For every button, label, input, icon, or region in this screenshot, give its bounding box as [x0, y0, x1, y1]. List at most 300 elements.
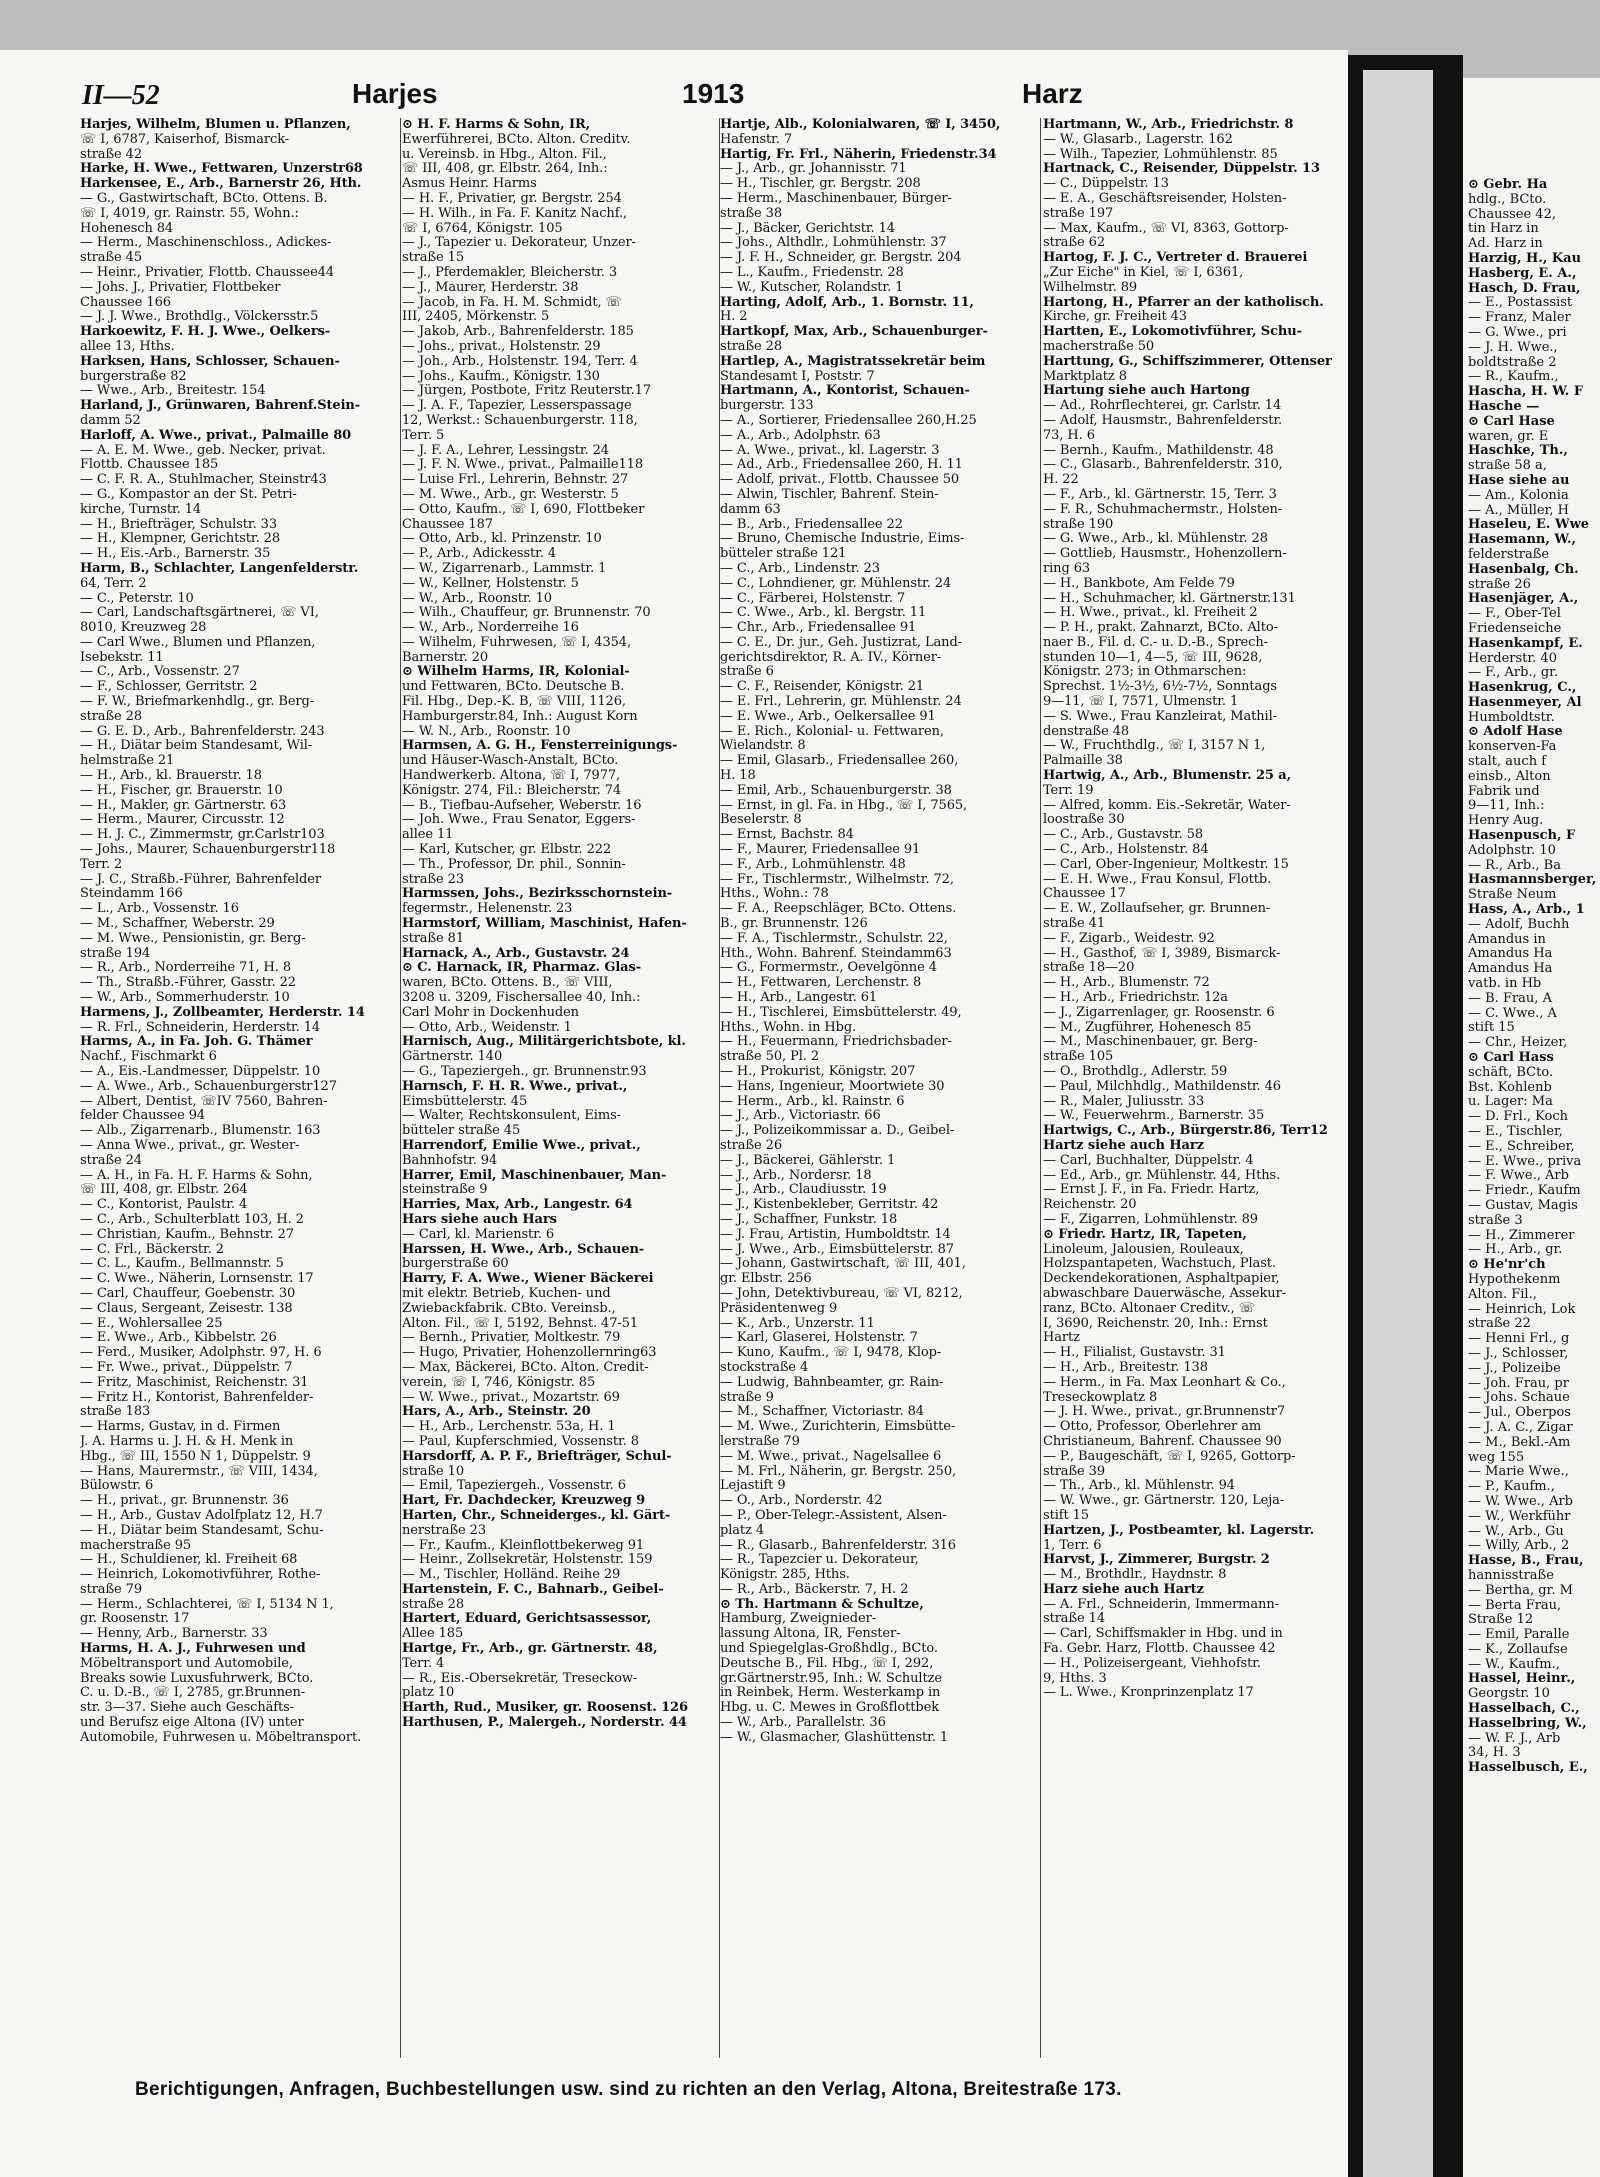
directory-entry-line: — Ernst, Bachstr. 84	[720, 828, 854, 843]
directory-entry-line: Harms, A., in Fa. Joh. G. Thämer	[80, 1035, 313, 1050]
directory-entry-line: — Joh. Frau, pr	[1468, 1376, 1569, 1391]
directory-entry-line: Humboldtstr.	[1468, 710, 1555, 725]
directory-entry-line: Hbg., ☏ III, 1550 N 1, Düppelstr. 9	[80, 1449, 311, 1464]
directory-entry-line: Harmens, J., Zollbeamter, Herderstr. 14	[80, 1005, 365, 1020]
directory-entry-line: — W., Arb., Roonstr. 10	[402, 591, 552, 606]
directory-entry-line: — H. J. C., Zimmermstr, gr.Carlstr103	[80, 828, 325, 843]
directory-entry-line: Hasmannsberger,	[1468, 873, 1597, 888]
directory-entry-line: kirche, Turnstr. 14	[80, 502, 202, 517]
directory-entry-line: Hth., Wohn. Bahrenf. Steindamm63	[720, 946, 952, 961]
directory-entry-line: — Heinr., Zollsekretär, Holstenstr. 159	[402, 1553, 653, 1568]
directory-entry-line: Beselerstr. 8	[720, 813, 802, 828]
directory-entry-line: Hartenstein, F. C., Bahnarb., Geibel-	[402, 1582, 664, 1597]
directory-entry-line: straße 22	[1468, 1317, 1531, 1332]
directory-entry-line: Haseleu, E. Wwe	[1468, 518, 1590, 533]
directory-entry-line: — Kuno, Kaufm., ☏ I, 9478, Klop-	[720, 1346, 942, 1361]
directory-entry-line: „Zur Eiche" in Kiel, ☏ I, 6361,	[1043, 265, 1244, 280]
directory-entry-line: Harloff, A. Wwe., privat., Palmaille 80	[80, 428, 352, 443]
directory-entry-line: ⊙ H. F. Harms & Sohn, IR,	[402, 118, 591, 132]
directory-entry-line: — E., Postassist	[1468, 296, 1573, 311]
directory-entry-line: allee 13, Hths.	[80, 339, 175, 354]
directory-entry-line: — C., Peterstr. 10	[80, 591, 194, 606]
adjacent-page-column	[1468, 178, 1598, 1776]
directory-entry-line: — C. Wwe., Arb., kl. Bergstr. 11	[720, 606, 927, 621]
directory-entry-line: — F., Maurer, Friedensallee 91	[720, 843, 921, 858]
directory-entry-line: — P. H., prakt. Zahnarzt, BCto. Alto-	[1043, 621, 1278, 636]
directory-entry-line: damm 63	[720, 502, 781, 517]
directory-entry-line: — Otto, Kaufm., ☏ I, 690, Flottbeker	[402, 502, 645, 517]
directory-entry-line: — L. Wwe., Kronprinzenplatz 17	[1043, 1686, 1254, 1701]
directory-entry-line: — P., Baugeschäft, ☏ I, 9265, Gottorp-	[1043, 1449, 1296, 1464]
directory-entry-line: Harssen, H. Wwe., Arb., Schauen-	[402, 1242, 645, 1257]
directory-entry-line: — E., Schreiber,	[1468, 1139, 1575, 1154]
directory-entry-line: — K., Zollaufse	[1468, 1642, 1568, 1657]
directory-entry-line: straße 24	[80, 1153, 143, 1168]
directory-entry-line: Harten, Chr., Schneiderges., kl. Gärt-	[402, 1508, 671, 1523]
directory-entry-line: straße 26	[720, 1138, 783, 1153]
directory-entry-line: stockstraße 4	[720, 1360, 809, 1375]
directory-entry-line: — M. Wwe., privat., Nagelsallee 6	[720, 1449, 942, 1464]
directory-entry-line: — Johs., Maurer, Schauenburgerstr118	[80, 843, 336, 858]
directory-entry-line: Hasenjäger, A.,	[1468, 592, 1579, 607]
directory-entry-line: — M. Frl., Näherin, gr. Bergstr. 250,	[720, 1464, 957, 1479]
publisher-footer: Berichtigungen, Anfragen, Buchbestellungen usw. sind zu richten an den Verlag, Altona, Breitestraße 173.	[135, 2079, 1122, 2100]
directory-entry-line: — C. F. R. A., Stuhlmacher, Steinstr43	[80, 473, 327, 488]
directory-entry-line: — R., Maler, Juliusstr. 33	[1043, 1094, 1205, 1109]
directory-entry-line: Hascha, H. W. F	[1468, 385, 1584, 400]
directory-entry-line: Harnsch, F. H. R. Wwe., privat.,	[402, 1079, 628, 1094]
directory-entry-line: Lejastift 9	[720, 1479, 786, 1494]
directory-entry-line: — Albert, Dentist, ☏IV 7560, Bahren-	[80, 1094, 328, 1109]
directory-entry-line: — Otto, Arb., kl. Prinzenstr. 10	[402, 532, 602, 547]
directory-entry-line: — W. N., Arb., Roonstr. 10	[402, 724, 571, 739]
directory-entry-line: Georgstr. 10	[1468, 1687, 1550, 1702]
directory-entry-line: — J., Schaffner, Funkstr. 18	[720, 1212, 898, 1227]
directory-entry-line: und Spiegelglas-Großhdlg., BCto.	[720, 1642, 938, 1657]
directory-entry-line: — Hans, Maurermstr., ☏ VIII, 1434,	[80, 1464, 318, 1479]
directory-entry-line: Präsidentenweg 9	[720, 1301, 838, 1316]
directory-entry-line: straße 39	[1043, 1464, 1106, 1479]
directory-entry-line: straße 79	[80, 1582, 143, 1597]
directory-entry-line: ☏ I, 4019, gr. Rainstr. 55, Wohn.:	[80, 206, 299, 221]
directory-entry-line: Marktplatz 8	[1043, 369, 1127, 384]
directory-entry-line: — C. L., Kaufm., Bellmannstr. 5	[80, 1257, 284, 1272]
directory-entry-line: Hartlep, A., Magistratssekretär beim	[720, 354, 986, 369]
directory-entry-line: — F., Arb., kl. Gärtnerstr. 15, Terr. 3	[1043, 487, 1277, 502]
directory-entry-line: straße 197	[1043, 206, 1114, 221]
directory-entry-line: — C. Frl., Bäckerstr. 2	[80, 1242, 224, 1257]
directory-entry-line: — Max, Kaufm., ☏ VI, 8363, Gottorp-	[1043, 221, 1289, 236]
directory-entry-line: Hbg. u. C. Mewes in Großflottbek	[720, 1701, 939, 1716]
directory-entry-line: — H., Tischlerei, Eimsbüttelerstr. 49,	[720, 1005, 962, 1020]
directory-entry-line: — Ad., Arb., Friedensallee 260, H. 11	[720, 458, 963, 473]
directory-entry-line: — F., Zigarren, Lohmühlenstr. 89	[1043, 1212, 1258, 1227]
directory-entry-line: Palmaille 38	[1043, 754, 1123, 769]
directory-entry-line: ranz, BCto. Altonaer Creditv., ☏	[1043, 1301, 1255, 1316]
directory-entry-line: — H., Fischer, gr. Brauerstr. 10	[80, 783, 283, 798]
directory-entry-line: — Carl, Chauffeur, Goebenstr. 30	[80, 1286, 296, 1301]
directory-entry-line: — P., Kaufm.,	[1468, 1480, 1555, 1495]
directory-entry-line: — J., Polizeikommissar a. D., Geibel-	[720, 1124, 955, 1139]
directory-entry-line: Holzspantapeten, Wachstuch, Plast.	[1043, 1257, 1276, 1272]
directory-entry-line: Hohenesch 84	[80, 221, 174, 236]
directory-entry-line: — J. Wwe., Arb., Eimsbüttelerstr. 87	[720, 1242, 954, 1257]
directory-entry-line: straße 183	[80, 1405, 151, 1420]
directory-entry-line: hdlg., BCto.	[1468, 192, 1547, 207]
directory-entry-line: straße 190	[1043, 517, 1114, 532]
directory-entry-line: Harke, H. Wwe., Fettwaren, Unzerstr68	[80, 162, 363, 177]
directory-entry-line: — E., Wohlersallee 25	[80, 1316, 223, 1331]
directory-entry-line: — Henni Frl., g	[1468, 1332, 1570, 1347]
directory-entry-line: Königstr. 285, Hths.	[720, 1568, 850, 1583]
directory-entry-line: — H., Arb., Friedrichstr. 12a	[1043, 991, 1228, 1006]
directory-entry-line: Hartwigs, C., Arb., Bürgerstr.86, Terr12	[1043, 1124, 1328, 1139]
directory-entry-line: — K., Arb., Unzerstr. 11	[720, 1316, 875, 1331]
directory-entry-line: Herderstr. 40	[1468, 651, 1557, 666]
directory-entry-line: straße 38	[720, 206, 783, 221]
directory-entry-line: Harrer, Emil, Maschinenbauer, Man-	[402, 1168, 667, 1183]
directory-entry-line: Harthusen, P., Malergeh., Norderstr. 44	[402, 1716, 687, 1731]
directory-entry-line: — R., Kaufm.,	[1468, 370, 1559, 385]
directory-entry-line: — H., Filialist, Gustavstr. 31	[1043, 1346, 1226, 1361]
directory-entry-line: ⊙ Gebr. Ha	[1468, 178, 1548, 192]
directory-entry-line: Friedenseiche	[1468, 621, 1562, 636]
directory-entry-line: lerstraße 79	[720, 1434, 800, 1449]
directory-entry-line: — J., Polizeibe	[1468, 1361, 1561, 1376]
directory-entry-line: Hars, A., Arb., Steinstr. 20	[402, 1405, 591, 1420]
directory-entry-line: — C., Düppelstr. 13	[1043, 177, 1169, 192]
directory-entry-line: straße 28	[80, 709, 143, 724]
directory-entry-line: H. 18	[720, 769, 756, 784]
directory-entry-line: — R., Arb., Bäckerstr. 7, H. 2	[720, 1582, 909, 1597]
directory-entry-line: — W., Arb., Parallelstr. 36	[720, 1716, 886, 1731]
directory-entry-line: — Ernst, in gl. Fa. in Hbg., ☏ I, 7565,	[720, 798, 968, 813]
directory-entry-line: und Häuser-Wasch-Anstalt, BCto.	[402, 754, 619, 769]
directory-entry-line: — W., Glasarb., Lagerstr. 162	[1043, 132, 1233, 147]
directory-entry-line: felderstraße	[1468, 547, 1550, 562]
directory-entry-line: — J., Zigarrenlager, gr. Roosenstr. 6	[1043, 1005, 1275, 1020]
directory-entry-line: straße 23	[402, 872, 465, 887]
directory-entry-line: konserven-Fa	[1468, 740, 1557, 755]
directory-entry-line: — Th., Professor, Dr. phil., Sonnin-	[402, 857, 626, 872]
directory-entry-line: Chaussee 17	[1043, 887, 1126, 902]
directory-entry-line: Hartzen, J., Postbeamter, kl. Lagerstr.	[1043, 1523, 1315, 1538]
directory-entry-line: — H., Feuermann, Friedrichsbader-	[720, 1035, 952, 1050]
directory-entry-line: Harnack, A., Arb., Gustavstr. 24	[402, 946, 630, 961]
directory-entry-line: — H., privat., gr. Brunnenstr. 36	[80, 1494, 289, 1509]
directory-entry-line: Ad. Harz in	[1468, 237, 1543, 252]
directory-entry-line: — Am., Kolonia	[1468, 488, 1569, 503]
directory-entry-line: — P., Ober-Telegr.-Assistent, Alsen-	[720, 1508, 947, 1523]
directory-entry-line: — Ad., Rohrflechterei, gr. Carlstr. 14	[1043, 399, 1282, 414]
directory-entry-line: — J., Maurer, Herderstr. 38	[402, 280, 579, 295]
directory-entry-line: — H. Wwe., privat., kl. Freiheit 2	[1043, 606, 1258, 621]
directory-entry-line: — J. F. H., Schneider, gr. Bergstr. 204	[720, 251, 962, 266]
directory-entry-line: — J. A. C., Zigar	[1468, 1420, 1573, 1435]
directory-entry-line: nerstraße 23	[402, 1523, 486, 1538]
directory-entry-line: — H., Arb., gr.	[1468, 1243, 1563, 1258]
directory-entry-line: ⊙ Carl Hase	[1468, 414, 1555, 429]
directory-entry-line: Harm, B., Schlachter, Langenfelderstr.	[80, 561, 359, 576]
directory-entry-line: — Christian, Kaufm., Behnstr. 27	[80, 1227, 294, 1242]
directory-entry-line: Harth, Rud., Musiker, gr. Roosenst. 126	[402, 1701, 688, 1716]
directory-entry-line: — F. W., Briefmarkenhdlg., gr. Berg-	[80, 695, 315, 710]
directory-entry-line: weg 155	[1468, 1450, 1525, 1465]
directory-entry-line: — H., Makler, gr. Gärtnerstr. 63	[80, 798, 287, 813]
directory-entry-line: Christianeum, Bahrenf. Chaussee 90	[1043, 1434, 1282, 1449]
directory-entry-line: — E. Rich., Kolonial- u. Fettwaren,	[720, 724, 944, 739]
directory-entry-line: — W. Wwe., Arb	[1468, 1494, 1573, 1509]
directory-entry-line: — E. W., Zollaufseher, gr. Brunnen-	[1043, 902, 1271, 917]
directory-entry-line: burgerstraße 60	[402, 1257, 509, 1272]
directory-entry-line: — Johs., Kaufm., Königstr. 130	[402, 369, 600, 384]
directory-entry-line: Henry Aug.	[1468, 814, 1544, 829]
directory-entry-line: Alton. Fil., ☏ I, 5192, Behnst. 47-51	[402, 1316, 639, 1331]
directory-entry-line: — L., Kaufm., Friedenstr. 28	[720, 265, 904, 280]
directory-entry-line: Hasenbalg, Ch.	[1468, 562, 1579, 577]
directory-entry-line: — Carl, kl. Marienstr. 6	[402, 1227, 555, 1242]
directory-entry-line: Königstr. 273; in Othmarschen:	[1043, 665, 1247, 680]
directory-entry-line: mit elektr. Betrieb, Kuchen- und	[402, 1286, 611, 1301]
directory-entry-line: — Wilhelm, Fuhrwesen, ☏ I, 4354,	[402, 635, 632, 650]
directory-entry-line: — J., Arb., Claudiusstr. 19	[720, 1183, 887, 1198]
directory-entry-line: — J., Bäckerei, Gählerstr. 1	[720, 1153, 896, 1168]
directory-entry-line: — Emil, Glasarb., Friedensallee 260,	[720, 754, 959, 769]
directory-entry-line: — Wilh., Chauffeur, gr. Brunnenstr. 70	[402, 606, 651, 621]
directory-entry-line: Ewerführerei, BCto. Alton. Creditv.	[402, 132, 631, 147]
directory-entry-line: — J., Bäcker, Gerichtstr. 14	[720, 221, 895, 236]
directory-entry-line: Flottb. Chaussee 185	[80, 458, 219, 473]
directory-entry-line: Hasch, D. Frau,	[1468, 281, 1581, 296]
directory-entry-line: — Otto, Professor, Oberlehrer am	[1043, 1420, 1262, 1435]
directory-entry-line: — J. H. Wwe.,	[1468, 340, 1558, 355]
directory-entry-line: 12, Werkst.: Schauenburgerstr. 118,	[402, 413, 638, 428]
directory-entry-line: — R., Tapezcier u. Dekorateur,	[720, 1553, 919, 1568]
directory-entry-line: — F., Zigarb., Weidestr. 92	[1043, 931, 1215, 946]
directory-entry-line: Haschke, Th.,	[1468, 444, 1568, 459]
directory-entry-line: — Johs., Althdlr., Lohmühlenstr. 37	[720, 236, 947, 251]
directory-entry-line: Hasenkampf, E.	[1468, 636, 1583, 651]
directory-entry-line: — A., Arb., Adolphstr. 63	[720, 428, 881, 443]
directory-entry-line: — Carl, Landschaftsgärtnerei, ☏ VI,	[80, 606, 319, 621]
directory-entry-line: — Jürgen, Postbote, Fritz Reuterstr.17	[402, 384, 651, 399]
directory-entry-line: Hartkopf, Max, Arb., Schauenburger-	[720, 325, 988, 340]
directory-entry-line: — J., Tapezier u. Dekorateur, Unzer-	[402, 236, 636, 251]
directory-column-1	[80, 118, 395, 1746]
directory-entry-line: Harmstorf, William, Maschinist, Hafen-	[402, 917, 687, 932]
directory-entry-line: — H. Wilh., in Fa. F. Kanitz Nachf.,	[402, 206, 628, 221]
directory-entry-line: Hasenkrug, C.,	[1468, 681, 1577, 696]
directory-entry-line: waren, BCto. Ottens. B., ☏ VIII,	[402, 976, 613, 991]
directory-entry-line: Hartz	[1043, 1331, 1080, 1346]
directory-entry-line: Hartten, E., Lokomotivführer, Schu-	[1043, 325, 1302, 340]
directory-entry-line: Amandus Ha	[1468, 947, 1553, 962]
directory-entry-line: allee 11	[402, 828, 454, 843]
directory-entry-line: Hartung siehe auch Hartong	[1043, 384, 1250, 399]
directory-entry-line: Harvst, J., Zimmerer, Burgstr. 2	[1043, 1553, 1270, 1568]
directory-entry-line: Bahnhofstr. 94	[402, 1153, 498, 1168]
directory-entry-line: Hartert, Eduard, Gerichtsassessor,	[402, 1612, 652, 1627]
directory-entry-line: ⊙ Carl Hass	[1468, 1051, 1554, 1066]
header-right-word: Harz	[1022, 78, 1083, 109]
directory-entry-line: Nachf., Fischmarkt 6	[80, 1050, 217, 1065]
page-header	[82, 78, 1342, 118]
directory-entry-line: — Alfred, komm. Eis.-Sekretär, Water-	[1043, 798, 1291, 813]
directory-entry-line: — O., Arb., Norderstr. 42	[720, 1494, 883, 1509]
directory-entry-line: — W. Wwe., gr. Gärtnerstr. 120, Leja-	[1043, 1494, 1285, 1509]
directory-entry-line: — Friedr., Kaufm	[1468, 1184, 1581, 1199]
directory-entry-line: — F., Schlosser, Gerritstr. 2	[80, 680, 258, 695]
directory-entry-line: — Fr. Wwe., privat., Düppelstr. 7	[80, 1360, 293, 1375]
directory-entry-line: hannisstraße	[1468, 1568, 1554, 1583]
directory-entry-line: vatb. in Hb	[1468, 977, 1542, 992]
directory-entry-line: — W., Arb., Gu	[1468, 1524, 1564, 1539]
directory-entry-line: 73, H. 6	[1043, 428, 1095, 443]
directory-entry-line: Terr. 2	[80, 857, 123, 872]
directory-entry-line: — M., Tischler, Holländ. Reihe 29	[402, 1568, 621, 1583]
directory-entry-line: bütteler straße 45	[402, 1124, 521, 1139]
directory-entry-line: — H., Arb., Gustav Adolfplatz 12, H.7	[80, 1508, 323, 1523]
directory-entry-line: Automobile, Fuhrwesen u. Möbeltransport.	[80, 1730, 362, 1745]
directory-entry-line: Kirche, gr. Freiheit 43	[1043, 310, 1187, 325]
directory-entry-line: — H., Fettwaren, Lerchenstr. 8	[720, 976, 922, 991]
directory-entry-line: stift 15	[1468, 1021, 1515, 1036]
directory-entry-line: und Berufsz eige Altona (IV) unter	[80, 1716, 304, 1731]
directory-entry-line: — Bernh., Privatier, Moltkestr. 79	[402, 1331, 621, 1346]
directory-entry-line: — J., Schlosser,	[1468, 1346, 1569, 1361]
directory-entry-line: — J. A. F., Tapezier, Lesserspassage	[402, 399, 632, 414]
directory-entry-line: ☏ III, 408, gr. Elbstr. 264, Inh.:	[402, 162, 608, 177]
directory-entry-line: — E. Frl., Lehrerin, gr. Mühlenstr. 24	[720, 695, 962, 710]
directory-entry-line: Wielandstr. 8	[720, 739, 806, 754]
directory-entry-line: — G., Kompastor an der St. Petri-	[80, 487, 297, 502]
directory-entry-line: — Herm., Schlachterei, ☏ I, 5134 N 1,	[80, 1597, 334, 1612]
directory-entry-line: Handwerkerb. Altona, ☏ I, 7977,	[402, 769, 621, 784]
directory-entry-line: — M. Wwe., Zurichterin, Eimsbütte-	[720, 1420, 956, 1435]
directory-entry-line: — E. H. Wwe., Frau Konsul, Flottb.	[1043, 872, 1272, 887]
directory-entry-line: burgerstraße 82	[80, 369, 187, 384]
directory-entry-line: ⊙ Adolf Hase	[1468, 725, 1563, 740]
directory-entry-line: platz 10	[402, 1686, 455, 1701]
directory-entry-line: schäft, BCto.	[1468, 1065, 1554, 1080]
directory-column-3	[720, 118, 1035, 1746]
directory-entry-line: Gärtnerstr. 140	[402, 1050, 503, 1065]
directory-entry-line: — E. A., Geschäftsreisender, Holsten-	[1043, 191, 1287, 206]
directory-entry-line: abwaschbare Dauerwäsche, Assekur-	[1043, 1286, 1286, 1301]
directory-entry-line: Hafenstr. 7	[720, 132, 793, 147]
directory-entry-line: straße 58 a,	[1468, 459, 1547, 474]
directory-entry-line: Hartje, Alb., Kolonialwaren, ☏ I, 3450,	[720, 118, 1001, 132]
directory-entry-line: waren, gr. E	[1468, 429, 1549, 444]
directory-entry-line: — Jakob, Arb., Bahrenfelderstr. 185	[402, 325, 634, 340]
directory-entry-line: Terr. 4	[402, 1656, 445, 1671]
directory-entry-line: — Paul, Milchhdlg., Mathildenstr. 46	[1043, 1079, 1281, 1094]
directory-entry-line: ring 63	[1043, 561, 1091, 576]
directory-entry-line: Linoleum, Jalousien, Rouleaux,	[1043, 1242, 1244, 1257]
directory-entry-line: — G. Wwe., Arb., kl. Mühlenstr. 28	[1043, 532, 1268, 547]
directory-entry-line: Harland, J., Grünwaren, Bahrenf.Stein-	[80, 399, 361, 414]
directory-entry-line: fegermstr., Helenenstr. 23	[402, 902, 573, 917]
directory-entry-line: — M., Brothdlr., Haydnstr. 8	[1043, 1568, 1227, 1583]
directory-entry-line: — A. Wwe., Arb., Schauenburgerstr127	[80, 1079, 337, 1094]
directory-entry-line: stift 15	[1043, 1508, 1089, 1523]
directory-entry-line: — B., Arb., Friedensallee 22	[720, 517, 903, 532]
directory-entry-line: — A. Wwe., privat., kl. Lagerstr. 3	[720, 443, 940, 458]
directory-entry-line: Hasberg, E. A.,	[1468, 266, 1577, 281]
directory-entry-line: platz 4	[720, 1523, 765, 1538]
directory-entry-line: — Adolf, privat., Flottb. Chaussee 50	[720, 473, 960, 488]
directory-entry-line: — Fritz, Maschinist, Reichenstr. 31	[80, 1375, 309, 1390]
directory-entry-line: ⊙ Th. Hartmann & Schultze,	[720, 1597, 924, 1612]
directory-entry-line: Terr. 5	[402, 428, 445, 443]
directory-entry-line: Fil. Hbg., Dep.-K. B, ☏ VIII, 1126,	[402, 695, 626, 710]
directory-entry-line: — C., Arb., Gustavstr. 58	[1043, 828, 1204, 843]
directory-entry-line: — C., Kontorist, Paulstr. 4	[80, 1198, 248, 1213]
directory-entry-line: — J. H. Wwe., privat., gr.Brunnenstr7	[1043, 1405, 1286, 1420]
directory-entry-line: — H., Diätar beim Standesamt, Wil-	[80, 739, 313, 754]
directory-entry-line: — Berta Frau,	[1468, 1598, 1562, 1613]
directory-entry-line: — Herm., Arb., kl. Rainstr. 6	[720, 1094, 905, 1109]
directory-entry-line: straße 50, Pl. 2	[720, 1050, 820, 1065]
directory-entry-line: — Herm., Maschinenschloss., Adickes-	[80, 236, 332, 251]
directory-entry-line: steinstraße 9	[402, 1183, 488, 1198]
directory-entry-line: — L., Arb., Vossenstr. 16	[80, 902, 239, 917]
directory-entry-line: — Emil, Paralle	[1468, 1628, 1570, 1643]
directory-entry-line: — G. Wwe., pri	[1468, 325, 1567, 340]
directory-entry-line: straße 45	[80, 251, 143, 266]
directory-entry-line: — Jul., Oberpos	[1468, 1406, 1571, 1421]
directory-entry-line: straße 26	[1468, 577, 1531, 592]
directory-entry-line: macherstraße 95	[80, 1538, 192, 1553]
directory-entry-line: — W., Feuerwehrm., Barnerstr. 35	[1043, 1109, 1265, 1124]
directory-entry-line: — H., Gasthof, ☏ I, 3989, Bismarck-	[1043, 946, 1281, 961]
directory-entry-line: straße 194	[80, 946, 151, 961]
directory-entry-line: straße 9	[720, 1390, 774, 1405]
directory-entry-line: — Joh. Wwe., Frau Senator, Eggers-	[402, 813, 636, 828]
directory-entry-line: Harksen, Hans, Schlosser, Schauen-	[80, 354, 340, 369]
directory-entry-line: Hars siehe auch Hars	[402, 1212, 557, 1227]
directory-entry-line: — B. Frau, A	[1468, 991, 1552, 1006]
directory-entry-line: Harttung, G., Schiffszimmerer, Ottenser	[1043, 354, 1332, 369]
directory-entry-line: straße 3	[1468, 1213, 1523, 1228]
directory-entry-line: — Joh., Arb., Holstenstr. 194, Terr. 4	[402, 354, 638, 369]
directory-entry-line: — R., Eis.-Obersekretär, Treseckow-	[402, 1671, 638, 1686]
directory-entry-line: — Herm., Maurer, Circusstr. 12	[80, 813, 285, 828]
directory-entry-line: — Carl, Ober-Ingenieur, Moltkestr. 15	[1043, 857, 1289, 872]
directory-entry-line: Hartwig, A., Arb., Blumenstr. 25 a,	[1043, 769, 1292, 784]
directory-entry-line: — Ernst J. F., in Fa. Friedr. Hartz,	[1043, 1183, 1260, 1198]
directory-entry-line: — O., Brothdlg., Adlerstr. 59	[1043, 1065, 1228, 1079]
directory-entry-line: Allee 185	[402, 1627, 464, 1642]
directory-entry-line: Möbeltransport und Automobile,	[80, 1656, 293, 1671]
directory-entry-line: — W., Arb., Norderreihe 16	[402, 621, 579, 636]
directory-entry-line: Wilhelmstr. 89	[1043, 280, 1138, 295]
directory-entry-line: — H., Schuldiener, kl. Freiheit 68	[80, 1553, 298, 1568]
directory-entry-line: — A. Frl., Schneiderin, Immermann-	[1043, 1597, 1279, 1612]
directory-entry-line: Harkensee, E., Arb., Barnerstr 26, Hth.	[80, 177, 362, 192]
directory-entry-line: — Fritz H., Kontorist, Bahrenfelder-	[80, 1390, 314, 1405]
directory-entry-line: — A. H., in Fa. H. F. Harms & Sohn,	[80, 1168, 313, 1183]
directory-entry-line: macherstraße 50	[1043, 339, 1155, 354]
directory-entry-line: — W., Kaufm.,	[1468, 1657, 1560, 1672]
directory-entry-line: — J. Frau, Artistin, Humboldtstr. 14	[720, 1227, 951, 1242]
directory-entry-line: — Alb., Zigarrenarb., Blumenstr. 163	[80, 1124, 321, 1139]
directory-entry-line: Hartmann, A., Kontorist, Schauen-	[720, 384, 970, 399]
directory-entry-line: Bst. Kohlenb	[1468, 1080, 1552, 1095]
directory-entry-line: — H., Schuhmacher, kl. Gärtnerstr.131	[1043, 591, 1296, 606]
directory-entry-line: straße 15	[402, 251, 465, 266]
directory-entry-line: — H., Diätar beim Standesamt, Schu-	[80, 1523, 324, 1538]
